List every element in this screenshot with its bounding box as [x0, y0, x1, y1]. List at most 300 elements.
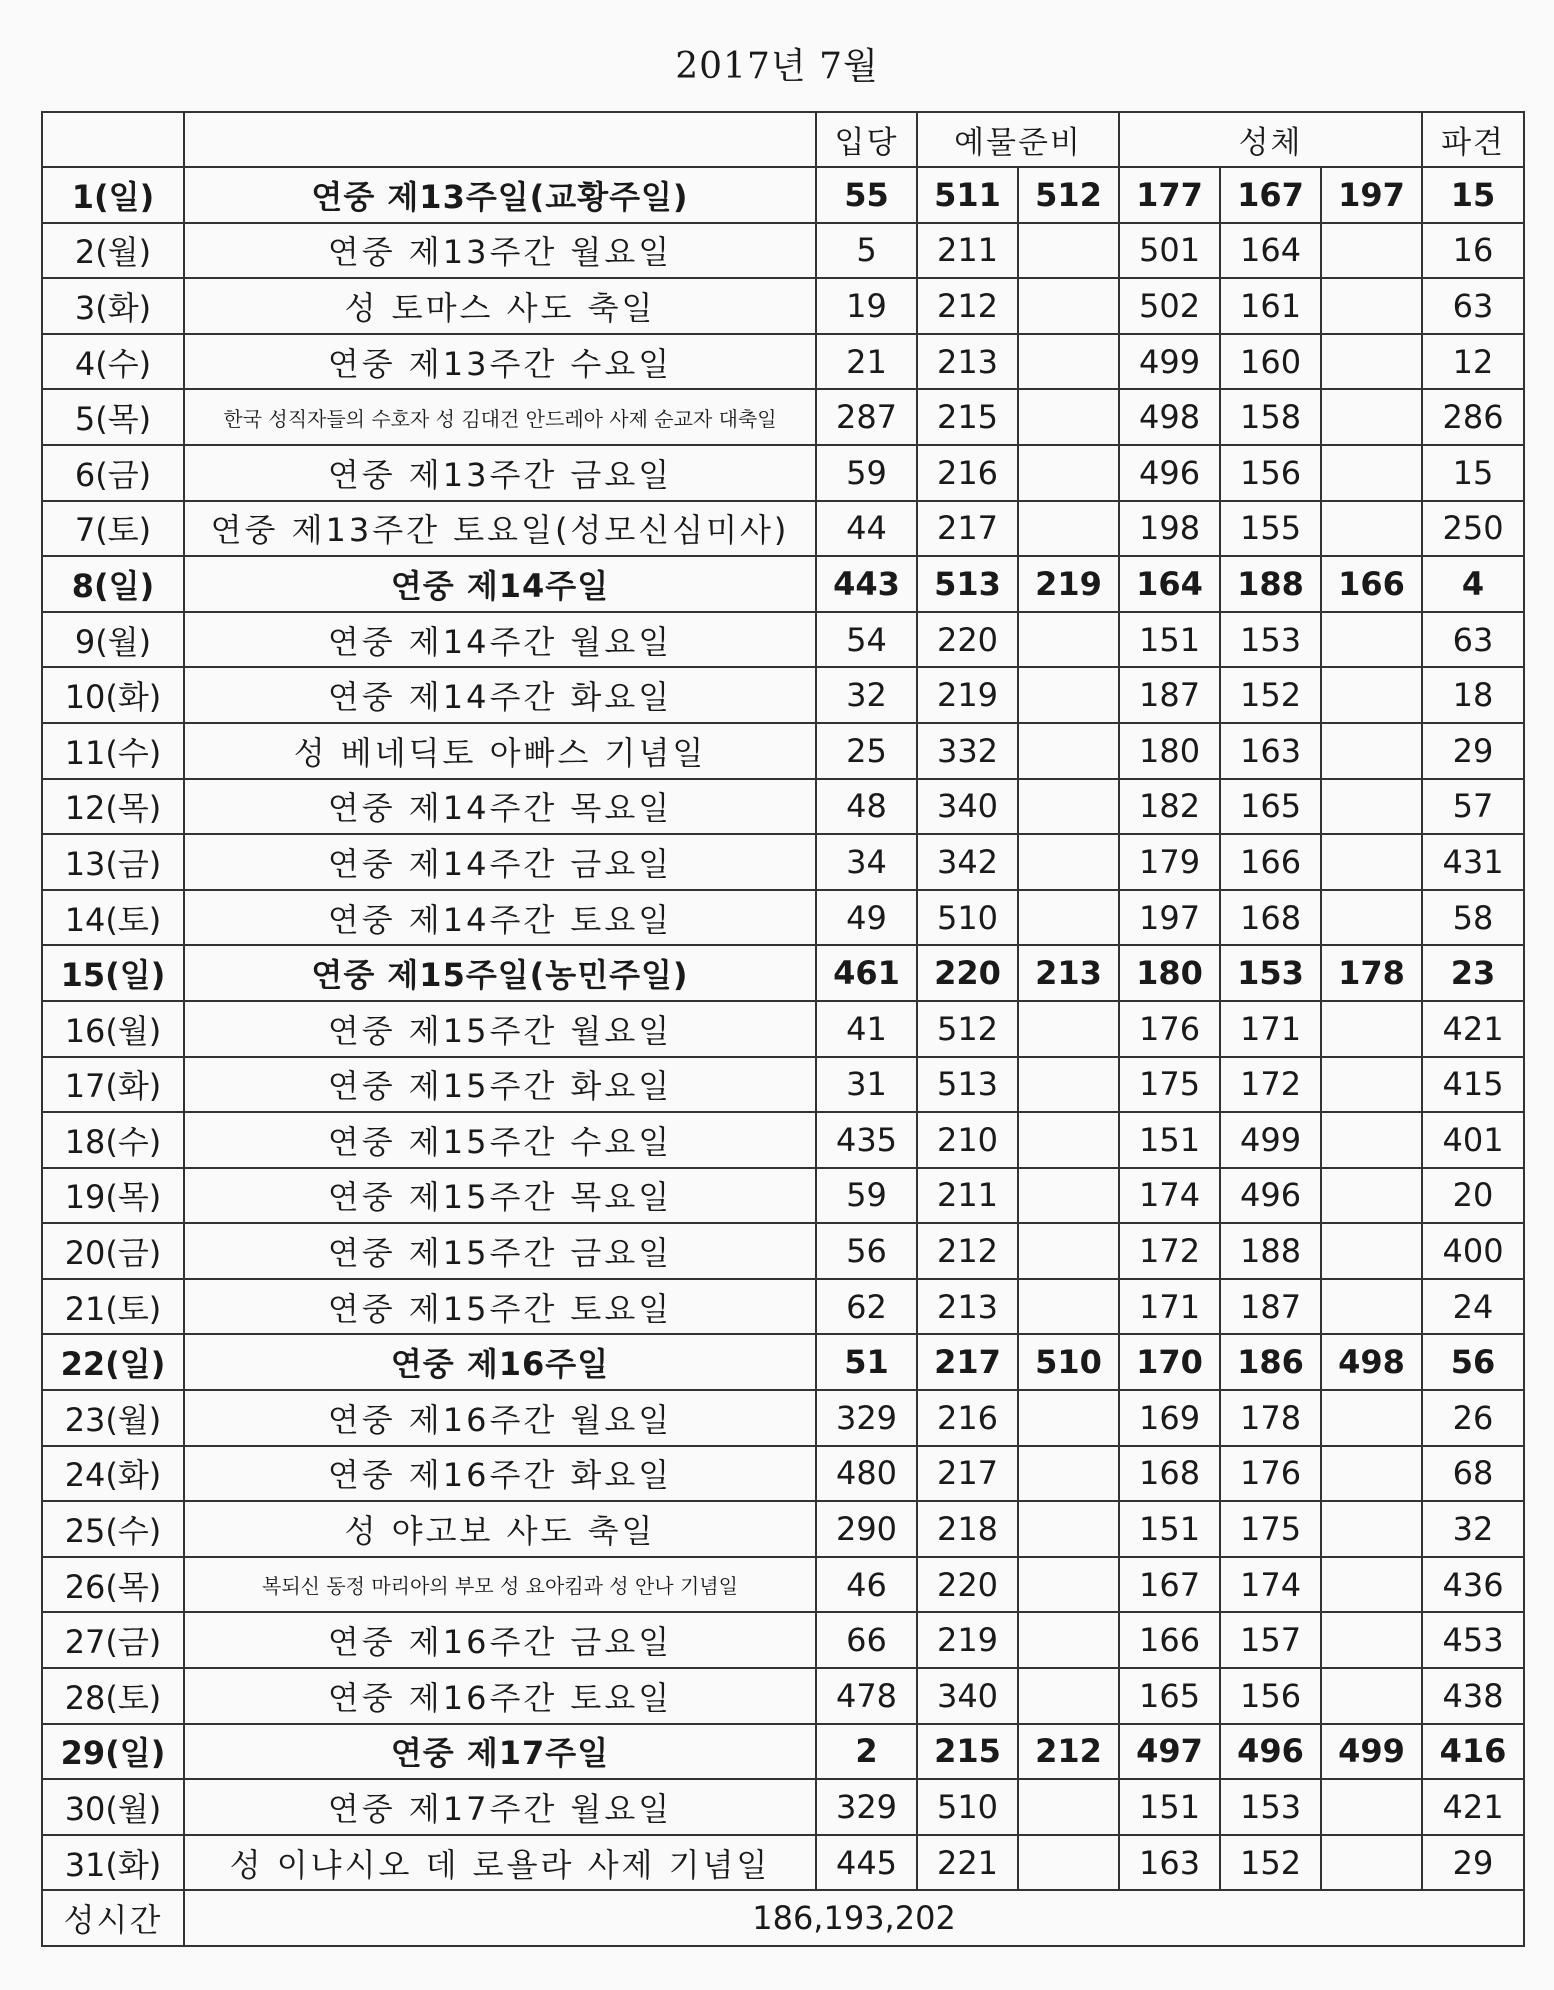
offertory-hymn-1-cell: 213 — [917, 334, 1018, 390]
offertory-hymn-1-cell: 332 — [917, 723, 1018, 779]
entrance-hymn-cell: 478 — [816, 1668, 917, 1724]
offertory-hymn-2-cell — [1018, 1168, 1119, 1224]
celebration-cell: 연중 제15주간 월요일 — [184, 1001, 816, 1057]
communion-hymn-1-cell: 174 — [1119, 1168, 1220, 1224]
entrance-hymn-cell: 48 — [816, 779, 917, 835]
celebration-cell: 연중 제17주간 월요일 — [184, 1779, 816, 1835]
dismissal-hymn-cell: 400 — [1422, 1223, 1524, 1279]
header-dismissal: 파견 — [1422, 112, 1524, 167]
day-cell: 31(화) — [42, 1835, 184, 1891]
communion-hymn-1-cell: 151 — [1119, 1112, 1220, 1168]
table-row — [42, 945, 1524, 1001]
offertory-hymn-2-cell — [1018, 1279, 1119, 1335]
entrance-hymn-cell: 435 — [816, 1112, 917, 1168]
celebration-cell: 연중 제15주간 목요일 — [184, 1168, 816, 1224]
dismissal-hymn-cell: 4 — [1422, 556, 1524, 612]
offertory-hymn-2-cell: 512 — [1018, 167, 1119, 223]
day-cell: 22(일) — [42, 1334, 184, 1390]
day-cell: 30(월) — [42, 1779, 184, 1835]
communion-hymn-1-cell: 166 — [1119, 1612, 1220, 1668]
holy-hour-hymns: 186,193,202 — [184, 1890, 1524, 1946]
celebration-cell: 한국 성직자들의 수호자 성 김대건 안드레아 사제 순교자 대축일 — [184, 389, 816, 445]
dismissal-hymn-cell: 63 — [1422, 612, 1524, 668]
offertory-hymn-2-cell — [1018, 1446, 1119, 1502]
dismissal-hymn-cell: 436 — [1422, 1557, 1524, 1613]
table-row — [42, 1223, 1524, 1279]
dismissal-hymn-cell: 32 — [1422, 1501, 1524, 1557]
offertory-hymn-1-cell: 217 — [917, 1446, 1018, 1502]
offertory-hymn-1-cell: 219 — [917, 1612, 1018, 1668]
offertory-hymn-1-cell: 210 — [917, 1112, 1018, 1168]
table-row — [42, 612, 1524, 668]
communion-hymn-2-cell: 153 — [1220, 1779, 1321, 1835]
dismissal-hymn-cell: 63 — [1422, 278, 1524, 334]
header-communion: 성체 — [1119, 112, 1422, 167]
dismissal-hymn-cell: 453 — [1422, 1612, 1524, 1668]
offertory-hymn-1-cell: 211 — [917, 1168, 1018, 1224]
table-row — [42, 1724, 1524, 1780]
holy-hour-label: 성시간 — [42, 1890, 184, 1946]
dismissal-hymn-cell: 421 — [1422, 1779, 1524, 1835]
table-row — [42, 723, 1524, 779]
communion-hymn-3-cell — [1321, 1835, 1422, 1891]
offertory-hymn-1-cell: 213 — [917, 1279, 1018, 1335]
communion-hymn-3-cell — [1321, 278, 1422, 334]
day-cell: 27(금) — [42, 1612, 184, 1668]
communion-hymn-1-cell: 198 — [1119, 501, 1220, 557]
offertory-hymn-1-cell: 217 — [917, 501, 1018, 557]
celebration-cell: 연중 제14주간 토요일 — [184, 890, 816, 946]
celebration-cell: 연중 제14주간 월요일 — [184, 612, 816, 668]
communion-hymn-2-cell: 171 — [1220, 1001, 1321, 1057]
day-cell: 16(월) — [42, 1001, 184, 1057]
table-row — [42, 278, 1524, 334]
communion-hymn-3-cell — [1321, 389, 1422, 445]
entrance-hymn-cell: 59 — [816, 1168, 917, 1224]
entrance-hymn-cell: 62 — [816, 1279, 917, 1335]
celebration-cell: 연중 제15주일(농민주일) — [184, 945, 816, 1001]
day-cell: 23(월) — [42, 1390, 184, 1446]
offertory-hymn-1-cell: 212 — [917, 278, 1018, 334]
communion-hymn-2-cell: 153 — [1220, 612, 1321, 668]
table-row — [42, 556, 1524, 612]
dismissal-hymn-cell: 286 — [1422, 389, 1524, 445]
communion-hymn-3-cell — [1321, 223, 1422, 279]
day-cell: 29(일) — [42, 1724, 184, 1780]
communion-hymn-2-cell: 176 — [1220, 1446, 1321, 1502]
dismissal-hymn-cell: 58 — [1422, 890, 1524, 946]
celebration-cell: 연중 제13주일(교황주일) — [184, 167, 816, 223]
offertory-hymn-1-cell: 215 — [917, 389, 1018, 445]
communion-hymn-2-cell: 152 — [1220, 1835, 1321, 1891]
communion-hymn-3-cell — [1321, 1612, 1422, 1668]
offertory-hymn-2-cell — [1018, 389, 1119, 445]
offertory-hymn-1-cell: 510 — [917, 890, 1018, 946]
entrance-hymn-cell: 66 — [816, 1612, 917, 1668]
communion-hymn-3-cell — [1321, 334, 1422, 390]
communion-hymn-1-cell: 170 — [1119, 1334, 1220, 1390]
hymn-schedule-table — [41, 111, 1525, 1947]
communion-hymn-1-cell: 172 — [1119, 1223, 1220, 1279]
dismissal-hymn-cell: 438 — [1422, 1668, 1524, 1724]
offertory-hymn-1-cell: 513 — [917, 1057, 1018, 1113]
communion-hymn-3-cell — [1321, 779, 1422, 835]
communion-hymn-3-cell — [1321, 1446, 1422, 1502]
communion-hymn-1-cell: 197 — [1119, 890, 1220, 946]
dismissal-hymn-cell: 56 — [1422, 1334, 1524, 1390]
offertory-hymn-1-cell: 342 — [917, 834, 1018, 890]
day-cell: 8(일) — [42, 556, 184, 612]
dismissal-hymn-cell: 29 — [1422, 1835, 1524, 1891]
communion-hymn-1-cell: 169 — [1119, 1390, 1220, 1446]
offertory-hymn-2-cell — [1018, 834, 1119, 890]
dismissal-hymn-cell: 68 — [1422, 1446, 1524, 1502]
entrance-hymn-cell: 46 — [816, 1557, 917, 1613]
offertory-hymn-1-cell: 340 — [917, 779, 1018, 835]
communion-hymn-2-cell: 155 — [1220, 501, 1321, 557]
offertory-hymn-2-cell — [1018, 1612, 1119, 1668]
dismissal-hymn-cell: 12 — [1422, 334, 1524, 390]
day-cell: 15(일) — [42, 945, 184, 1001]
table-row — [42, 779, 1524, 835]
offertory-hymn-2-cell — [1018, 445, 1119, 501]
dismissal-hymn-cell: 29 — [1422, 723, 1524, 779]
offertory-hymn-2-cell — [1018, 501, 1119, 557]
celebration-cell: 연중 제16주간 화요일 — [184, 1446, 816, 1502]
day-cell: 9(월) — [42, 612, 184, 668]
table-row — [42, 1279, 1524, 1335]
communion-hymn-1-cell: 179 — [1119, 834, 1220, 890]
offertory-hymn-2-cell — [1018, 278, 1119, 334]
page-title: 2017년 7월 — [675, 46, 879, 87]
communion-hymn-2-cell: 174 — [1220, 1557, 1321, 1613]
offertory-hymn-2-cell — [1018, 612, 1119, 668]
day-cell: 7(토) — [42, 501, 184, 557]
communion-hymn-3-cell — [1321, 612, 1422, 668]
offertory-hymn-1-cell: 512 — [917, 1001, 1018, 1057]
celebration-cell: 연중 제14주간 화요일 — [184, 667, 816, 723]
offertory-hymn-2-cell — [1018, 667, 1119, 723]
communion-hymn-3-cell — [1321, 834, 1422, 890]
communion-hymn-2-cell: 187 — [1220, 1279, 1321, 1335]
table-row — [42, 834, 1524, 890]
communion-hymn-1-cell: 499 — [1119, 334, 1220, 390]
entrance-hymn-cell: 44 — [816, 501, 917, 557]
entrance-hymn-cell: 54 — [816, 612, 917, 668]
communion-hymn-3-cell: 197 — [1321, 167, 1422, 223]
communion-hymn-1-cell: 164 — [1119, 556, 1220, 612]
offertory-hymn-1-cell: 220 — [917, 1557, 1018, 1613]
entrance-hymn-cell: 290 — [816, 1501, 917, 1557]
day-cell: 18(수) — [42, 1112, 184, 1168]
offertory-hymn-2-cell: 212 — [1018, 1724, 1119, 1780]
communion-hymn-3-cell — [1321, 1557, 1422, 1613]
table-row — [42, 389, 1524, 445]
offertory-hymn-2-cell — [1018, 1835, 1119, 1891]
header-row — [42, 112, 1524, 167]
communion-hymn-2-cell: 158 — [1220, 389, 1321, 445]
day-cell: 21(토) — [42, 1279, 184, 1335]
celebration-cell: 연중 제16주간 토요일 — [184, 1668, 816, 1724]
communion-hymn-2-cell: 186 — [1220, 1334, 1321, 1390]
table-row — [42, 1112, 1524, 1168]
dismissal-hymn-cell: 250 — [1422, 501, 1524, 557]
communion-hymn-3-cell — [1321, 1668, 1422, 1724]
communion-hymn-3-cell: 178 — [1321, 945, 1422, 1001]
dismissal-hymn-cell: 24 — [1422, 1279, 1524, 1335]
entrance-hymn-cell: 329 — [816, 1390, 917, 1446]
offertory-hymn-2-cell — [1018, 779, 1119, 835]
communion-hymn-3-cell — [1321, 1279, 1422, 1335]
day-cell: 26(목) — [42, 1557, 184, 1613]
table-row — [42, 1446, 1524, 1502]
entrance-hymn-cell: 55 — [816, 167, 917, 223]
offertory-hymn-1-cell: 511 — [917, 167, 1018, 223]
offertory-hymn-2-cell — [1018, 1112, 1119, 1168]
celebration-cell: 성 야고보 사도 축일 — [184, 1501, 816, 1557]
communion-hymn-2-cell: 166 — [1220, 834, 1321, 890]
table-row — [42, 1057, 1524, 1113]
dismissal-hymn-cell: 431 — [1422, 834, 1524, 890]
offertory-hymn-1-cell: 221 — [917, 1835, 1018, 1891]
entrance-hymn-cell: 51 — [816, 1334, 917, 1390]
dismissal-hymn-cell: 18 — [1422, 667, 1524, 723]
offertory-hymn-1-cell: 215 — [917, 1724, 1018, 1780]
offertory-hymn-2-cell — [1018, 1001, 1119, 1057]
header-day — [42, 112, 184, 167]
dismissal-hymn-cell: 15 — [1422, 445, 1524, 501]
celebration-cell: 연중 제13주간 토요일(성모신심미사) — [184, 501, 816, 557]
header-celebration — [184, 112, 816, 167]
communion-hymn-1-cell: 163 — [1119, 1835, 1220, 1891]
communion-hymn-1-cell: 168 — [1119, 1446, 1220, 1502]
table-row — [42, 667, 1524, 723]
celebration-cell: 연중 제14주일 — [184, 556, 816, 612]
offertory-hymn-1-cell: 220 — [917, 945, 1018, 1001]
day-cell: 11(수) — [42, 723, 184, 779]
day-cell: 12(목) — [42, 779, 184, 835]
day-cell: 17(화) — [42, 1057, 184, 1113]
communion-hymn-1-cell: 497 — [1119, 1724, 1220, 1780]
celebration-cell: 연중 제14주간 금요일 — [184, 834, 816, 890]
table-row — [42, 1612, 1524, 1668]
entrance-hymn-cell: 445 — [816, 1835, 917, 1891]
celebration-cell: 연중 제16주간 월요일 — [184, 1390, 816, 1446]
communion-hymn-2-cell: 161 — [1220, 278, 1321, 334]
celebration-cell: 성 이냐시오 데 로욜라 사제 기념일 — [184, 1835, 816, 1891]
communion-hymn-2-cell: 188 — [1220, 556, 1321, 612]
communion-hymn-3-cell — [1321, 1223, 1422, 1279]
communion-hymn-3-cell — [1321, 1001, 1422, 1057]
celebration-cell: 연중 제16주간 금요일 — [184, 1612, 816, 1668]
entrance-hymn-cell: 21 — [816, 334, 917, 390]
table-row — [42, 445, 1524, 501]
entrance-hymn-cell: 59 — [816, 445, 917, 501]
celebration-cell: 연중 제14주간 목요일 — [184, 779, 816, 835]
celebration-cell: 성 토마스 사도 축일 — [184, 278, 816, 334]
entrance-hymn-cell: 49 — [816, 890, 917, 946]
offertory-hymn-1-cell: 219 — [917, 667, 1018, 723]
communion-hymn-1-cell: 501 — [1119, 223, 1220, 279]
communion-hymn-1-cell: 167 — [1119, 1557, 1220, 1613]
dismissal-hymn-cell: 26 — [1422, 1390, 1524, 1446]
entrance-hymn-cell: 25 — [816, 723, 917, 779]
communion-hymn-1-cell: 177 — [1119, 167, 1220, 223]
communion-hymn-2-cell: 499 — [1220, 1112, 1321, 1168]
day-cell: 3(화) — [42, 278, 184, 334]
communion-hymn-2-cell: 156 — [1220, 1668, 1321, 1724]
communion-hymn-2-cell: 188 — [1220, 1223, 1321, 1279]
communion-hymn-3-cell — [1321, 1779, 1422, 1835]
entrance-hymn-cell: 31 — [816, 1057, 917, 1113]
dismissal-hymn-cell: 15 — [1422, 167, 1524, 223]
day-cell: 2(월) — [42, 223, 184, 279]
footer-row — [42, 1890, 1524, 1946]
communion-hymn-2-cell: 160 — [1220, 334, 1321, 390]
dismissal-hymn-cell: 16 — [1422, 223, 1524, 279]
communion-hymn-1-cell: 151 — [1119, 612, 1220, 668]
offertory-hymn-1-cell: 217 — [917, 1334, 1018, 1390]
table-row — [42, 167, 1524, 223]
communion-hymn-2-cell: 152 — [1220, 667, 1321, 723]
communion-hymn-2-cell: 496 — [1220, 1168, 1321, 1224]
header-entrance: 입당 — [816, 112, 917, 167]
communion-hymn-1-cell: 180 — [1119, 945, 1220, 1001]
communion-hymn-1-cell: 502 — [1119, 278, 1220, 334]
communion-hymn-3-cell — [1321, 667, 1422, 723]
communion-hymn-3-cell — [1321, 1112, 1422, 1168]
offertory-hymn-1-cell: 212 — [917, 1223, 1018, 1279]
offertory-hymn-2-cell — [1018, 1501, 1119, 1557]
offertory-hymn-2-cell — [1018, 334, 1119, 390]
table-row — [42, 1501, 1524, 1557]
table-row — [42, 1557, 1524, 1613]
table-row — [42, 501, 1524, 557]
table-row — [42, 1668, 1524, 1724]
communion-hymn-3-cell — [1321, 723, 1422, 779]
communion-hymn-2-cell: 168 — [1220, 890, 1321, 946]
communion-hymn-3-cell — [1321, 501, 1422, 557]
communion-hymn-3-cell: 499 — [1321, 1724, 1422, 1780]
celebration-cell: 복되신 동정 마리아의 부모 성 요아킴과 성 안나 기념일 — [184, 1557, 816, 1613]
table-row — [42, 1168, 1524, 1224]
table-row — [42, 1334, 1524, 1390]
communion-hymn-1-cell: 165 — [1119, 1668, 1220, 1724]
table-row — [42, 1835, 1524, 1891]
communion-hymn-3-cell: 166 — [1321, 556, 1422, 612]
dismissal-hymn-cell: 57 — [1422, 779, 1524, 835]
day-cell: 19(목) — [42, 1168, 184, 1224]
communion-hymn-1-cell: 151 — [1119, 1779, 1220, 1835]
offertory-hymn-2-cell — [1018, 1057, 1119, 1113]
day-cell: 1(일) — [42, 167, 184, 223]
communion-hymn-2-cell: 175 — [1220, 1501, 1321, 1557]
table-row — [42, 223, 1524, 279]
entrance-hymn-cell: 41 — [816, 1001, 917, 1057]
communion-hymn-1-cell: 180 — [1119, 723, 1220, 779]
table-body — [42, 167, 1524, 1890]
offertory-hymn-2-cell: 219 — [1018, 556, 1119, 612]
entrance-hymn-cell: 329 — [816, 1779, 917, 1835]
communion-hymn-1-cell: 182 — [1119, 779, 1220, 835]
communion-hymn-1-cell: 496 — [1119, 445, 1220, 501]
day-cell: 25(수) — [42, 1501, 184, 1557]
entrance-hymn-cell: 2 — [816, 1724, 917, 1780]
offertory-hymn-1-cell: 513 — [917, 556, 1018, 612]
offertory-hymn-2-cell — [1018, 1390, 1119, 1446]
communion-hymn-2-cell: 167 — [1220, 167, 1321, 223]
offertory-hymn-2-cell — [1018, 1668, 1119, 1724]
celebration-cell: 연중 제16주일 — [184, 1334, 816, 1390]
communion-hymn-3-cell — [1321, 445, 1422, 501]
dismissal-hymn-cell: 23 — [1422, 945, 1524, 1001]
communion-hymn-3-cell — [1321, 1501, 1422, 1557]
day-cell: 28(토) — [42, 1668, 184, 1724]
offertory-hymn-1-cell: 218 — [917, 1501, 1018, 1557]
offertory-hymn-2-cell: 213 — [1018, 945, 1119, 1001]
dismissal-hymn-cell: 416 — [1422, 1724, 1524, 1780]
celebration-cell: 연중 제13주간 수요일 — [184, 334, 816, 390]
communion-hymn-3-cell — [1321, 1057, 1422, 1113]
communion-hymn-2-cell: 496 — [1220, 1724, 1321, 1780]
entrance-hymn-cell: 5 — [816, 223, 917, 279]
day-cell: 10(화) — [42, 667, 184, 723]
table-row — [42, 890, 1524, 946]
entrance-hymn-cell: 56 — [816, 1223, 917, 1279]
celebration-cell: 연중 제15주간 금요일 — [184, 1223, 816, 1279]
table-row — [42, 1390, 1524, 1446]
communion-hymn-1-cell: 175 — [1119, 1057, 1220, 1113]
entrance-hymn-cell: 480 — [816, 1446, 917, 1502]
offertory-hymn-1-cell: 211 — [917, 223, 1018, 279]
offertory-hymn-2-cell — [1018, 1779, 1119, 1835]
offertory-hymn-1-cell: 340 — [917, 1668, 1018, 1724]
communion-hymn-2-cell: 153 — [1220, 945, 1321, 1001]
offertory-hymn-2-cell: 510 — [1018, 1334, 1119, 1390]
day-cell: 6(금) — [42, 445, 184, 501]
day-cell: 5(목) — [42, 389, 184, 445]
offertory-hymn-2-cell — [1018, 1223, 1119, 1279]
entrance-hymn-cell: 19 — [816, 278, 917, 334]
offertory-hymn-1-cell: 510 — [917, 1779, 1018, 1835]
communion-hymn-2-cell: 163 — [1220, 723, 1321, 779]
offertory-hymn-1-cell: 216 — [917, 1390, 1018, 1446]
entrance-hymn-cell: 34 — [816, 834, 917, 890]
offertory-hymn-2-cell — [1018, 1557, 1119, 1613]
communion-hymn-1-cell: 187 — [1119, 667, 1220, 723]
dismissal-hymn-cell: 20 — [1422, 1168, 1524, 1224]
communion-hymn-2-cell: 157 — [1220, 1612, 1321, 1668]
celebration-cell: 성 베네딕토 아빠스 기념일 — [184, 723, 816, 779]
day-cell: 13(금) — [42, 834, 184, 890]
table-row — [42, 1779, 1524, 1835]
communion-hymn-2-cell: 165 — [1220, 779, 1321, 835]
table-row — [42, 334, 1524, 390]
communion-hymn-3-cell — [1321, 1168, 1422, 1224]
dismissal-hymn-cell: 401 — [1422, 1112, 1524, 1168]
offertory-hymn-1-cell: 220 — [917, 612, 1018, 668]
day-cell: 20(금) — [42, 1223, 184, 1279]
communion-hymn-2-cell: 156 — [1220, 445, 1321, 501]
dismissal-hymn-cell: 421 — [1422, 1001, 1524, 1057]
offertory-hymn-2-cell — [1018, 890, 1119, 946]
communion-hymn-1-cell: 151 — [1119, 1501, 1220, 1557]
celebration-cell: 연중 제15주간 토요일 — [184, 1279, 816, 1335]
entrance-hymn-cell: 32 — [816, 667, 917, 723]
communion-hymn-1-cell: 171 — [1119, 1279, 1220, 1335]
offertory-hymn-2-cell — [1018, 723, 1119, 779]
celebration-cell: 연중 제13주간 월요일 — [184, 223, 816, 279]
